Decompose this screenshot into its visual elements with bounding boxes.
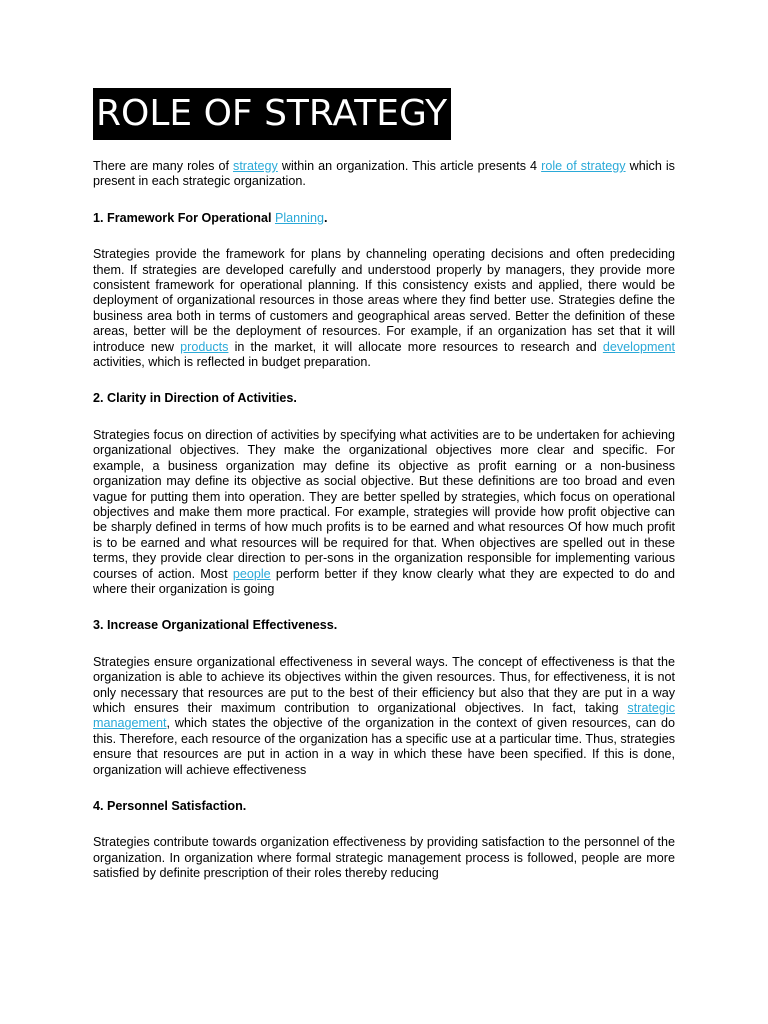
section-1-heading-end: . [324,210,328,225]
section-4-heading: 4. Personnel Satisfaction. [93,799,247,813]
section-2-text-1: Strategies focus on direction of activities by specifying what activities are to be undertaken for achieving organizational objectives. They make the organizational objectives more clear and specific. For example, a business organization may define its objective as profit earning or a non-business organization may define its objective as social objective. But these definitions are too broad and even vague for putting them into operation. They are better spelled by strategies, which focus on operational objectives and make them more practical. For example, strategies will provide how profit objective can be sharply defined in terms of how much profits is to be earned and what resources Of how much profit is to be earned and what resources will be required for that. When objectives are spelled out in these terms, they provide clear direction to per-sons in the organization responsible for implementing various courses of action. Most [93,427,675,581]
intro-text-3: which is present in each strategic organization. [93,159,675,189]
section-4-text-1: Strategies contribute towards organization effectiveness by providing satisfaction to the personnel of the organization. In organization where formal strategic management process is followed, people are more satisfied by definite prescription of their roles thereby reducing [93,835,675,881]
document-page [93,88,675,882]
section-3-text-1: Strategies ensure organizational effectiveness in several ways. The concept of effectiveness is that the organization is able to achieve its objectives within the given resources. Thus, for effectiveness, it is not only necessary that resources are put to the best of their efficiency but also that they are put in a way which ensures their maximum contribution to organizational objectives. In fact, taking [93,654,675,715]
intro-text-2: within an organization. This article presents 4 [277,159,542,173]
development-link[interactable]: development [602,339,675,354]
strategic-management-link[interactable]: strategic management [93,700,675,731]
section-1-text-1: Strategies provide the framework for plans by channeling operating decisions and often predeciding them. If strategies are developed carefully and understood properly by managers, they provide more consistent framework for operational planning. If this consistency exists and applied, there would be deployment of organizational resources in those areas where they find better use. Strategies define the business area both in terms of customers and geographical areas served. Better the definition of these areas, better will be the deployment of resources. For example, if an organization has set that it will introduce new [93,247,675,354]
section-3-paragraph [93,655,675,778]
section-4-paragraph [93,835,675,881]
section-1-text-2: in the market, it will allocate more resources to research and [228,339,603,354]
section-1-paragraph [93,247,675,370]
section-2-text-2: perform better if they know clearly what they are expected to do and where their organization is going [93,566,675,596]
role-of-strategy-link[interactable]: role of strategy [541,159,626,173]
products-link[interactable]: products [180,339,229,354]
section-2-paragraph [93,428,675,597]
section-1-heading [93,211,675,226]
people-link[interactable]: people [232,566,271,581]
section-3-text-2: , which states the objective of the organization in the context of given resources, can do this. Therefore, each resource of the organization has a specific use at a particular time. Thus, strategies ensure that resources are put in action in a way in which these have been specified. If this is done, organization will achieve effectiveness [93,716,675,777]
document-title: ROLE OF STRATEGY [93,88,451,140]
section-1-text-3: activities, which is reflected in budget preparation. [93,355,371,370]
intro-text-1: There are many roles of [93,159,234,173]
section-2-heading: 2. Clarity in Direction of Activities. [93,391,297,406]
planning-link[interactable]: Planning [274,210,324,225]
section-1-heading-text: 1. Framework For Operational [93,210,275,225]
intro-paragraph [93,159,675,190]
strategy-link[interactable]: strategy [233,159,278,173]
section-3-heading: 3. Increase Organizational Effectiveness. [93,618,338,633]
